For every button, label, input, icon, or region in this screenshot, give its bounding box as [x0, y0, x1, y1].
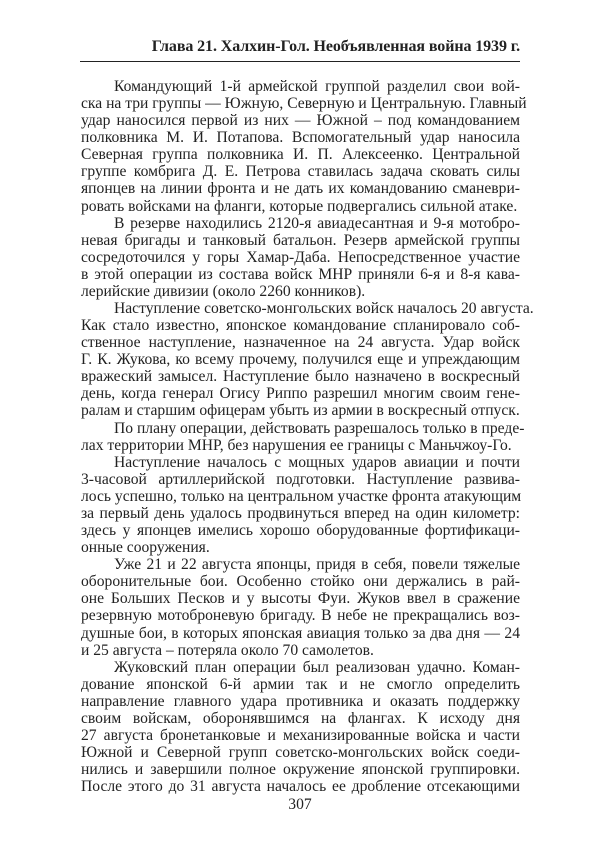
- text-line: в этой операции из состава войск МНР приняли 6-я и 8-я кава-: [81, 265, 520, 283]
- paragraph: [81, 419, 525, 454]
- text-line: резервную мотоброневую бригаду. В небе не прекращались воз-: [81, 607, 520, 625]
- text-line: оне Больших Песков и у высоты Фуи. Жуков ввел в сражение: [81, 590, 520, 608]
- text-line: Наступление советско-монгольских войск началось 20 августа.: [114, 300, 534, 318]
- paragraph: [81, 659, 520, 796]
- paragraph: [81, 300, 534, 420]
- text-line: оборонительные бои. Особенно стойко они держались в рай-: [81, 573, 520, 591]
- text-line: 3-часовой артиллерийской подготовки. Наступление развива-: [81, 470, 520, 488]
- text-line: онные сооружения.: [81, 539, 210, 557]
- text-line: японцев на линии фронта и не дать их командованию сманеври-: [81, 180, 520, 198]
- paragraph: [81, 454, 520, 556]
- text-line: После этого до 31 августа началось ее дробление отсекающими: [81, 778, 520, 796]
- text-line: ственное наступление, назначенное на 24 августа. Удар войск: [81, 334, 520, 352]
- text-line: своим войскам, оборонявшимся на флангах. К исходу дня: [81, 709, 520, 727]
- text-line: Жуковский план операции был реализован удачно. Коман-: [114, 658, 520, 676]
- text-line: По плану операции, действовать разрешалось только в преде-: [114, 419, 525, 437]
- page-number: 307: [288, 796, 312, 813]
- text-line: ровать войсками на фланги, которые подвергались сильной атаке.: [81, 197, 518, 215]
- text-line: удар наносился первой из них — Южной – под командованием: [81, 112, 520, 130]
- text-line: нились и завершили полное окружение японской группировки.: [81, 761, 520, 779]
- text-line: Уже 21 и 22 августа японцы, придя в себя, повели тяжелые: [114, 556, 520, 574]
- text-line: здесь у японцев имелись хорошо оборудованные фортификаци-: [81, 522, 520, 540]
- text-line: Южной и Северной групп советско-монгольских войск соеди-: [81, 744, 520, 762]
- text-line: Г. К. Жукова, ко всему прочему, получился еще и упреждающим: [81, 351, 520, 369]
- text-line: ска на три группы — Южную, Северную и Центральную. Главный: [81, 95, 527, 113]
- text-line: лах территории МНР, без нарушения ее границы с Маньчжоу-Го.: [81, 436, 512, 454]
- text-line: ралам и старшим офицерам убыть из армии в воскресный отпуск.: [81, 402, 520, 420]
- text-line: Наступление началось с мощных ударов авиации и почти: [114, 453, 520, 471]
- text-line: невая бригады и танковый батальон. Резерв армейской группы: [81, 231, 520, 249]
- text-line: 27 августа бронетанковые и механизированные войска и части: [81, 726, 520, 744]
- header-rule: [80, 61, 520, 62]
- paragraph: [81, 215, 520, 300]
- text-line: группе комбрига Д. Е. Петрова ставилась задача сковать силы: [81, 163, 520, 181]
- text-line: вражеский замысел. Наступление было назначено в воскресный: [81, 368, 520, 386]
- text-line: за первый день удалось продвинуться вперед на один километр:: [81, 504, 520, 522]
- text-line: день, когда генерал Огису Риппо разрешил многим своим гене-: [81, 385, 520, 403]
- text-line: лось успешно, только на центральном участке фронта атакующим: [81, 487, 522, 505]
- text-line: и 25 августа – потеряла около 70 самолетов.: [81, 641, 374, 659]
- paragraph: [81, 556, 520, 658]
- text-line: полковника М. И. Потапова. Вспомогательный удар наносила: [81, 129, 520, 147]
- text-line: Командующий 1-й армейской группой разделил свои вой-: [114, 78, 520, 95]
- text-line: дование японской 6-й армии так и не смогло определить: [81, 675, 520, 693]
- running-header: Глава 21. Халхин-Гол. Необъявленная война 1939 г.: [151, 38, 520, 55]
- paragraph: [81, 78, 527, 215]
- text-line: направление главного удара противника и оказать поддержку: [81, 692, 520, 710]
- text-line: В резерве находились 2120-я авиадесантная и 9-я мотобро-: [114, 214, 520, 232]
- text-line: Северная группа полковника И. П. Алексеенко. Центральной: [81, 146, 520, 164]
- text-line: Как стало известно, японское командование спланировало соб-: [81, 317, 520, 335]
- text-line: душные бои, в которых японская авиация только за два дня — 24: [81, 624, 520, 642]
- text-line: лерийские дивизии (около 2260 конников).: [81, 282, 366, 300]
- text-line: сосредоточился у горы Хамар-Даба. Непосредственное участие: [81, 248, 520, 266]
- body-text: [81, 78, 534, 796]
